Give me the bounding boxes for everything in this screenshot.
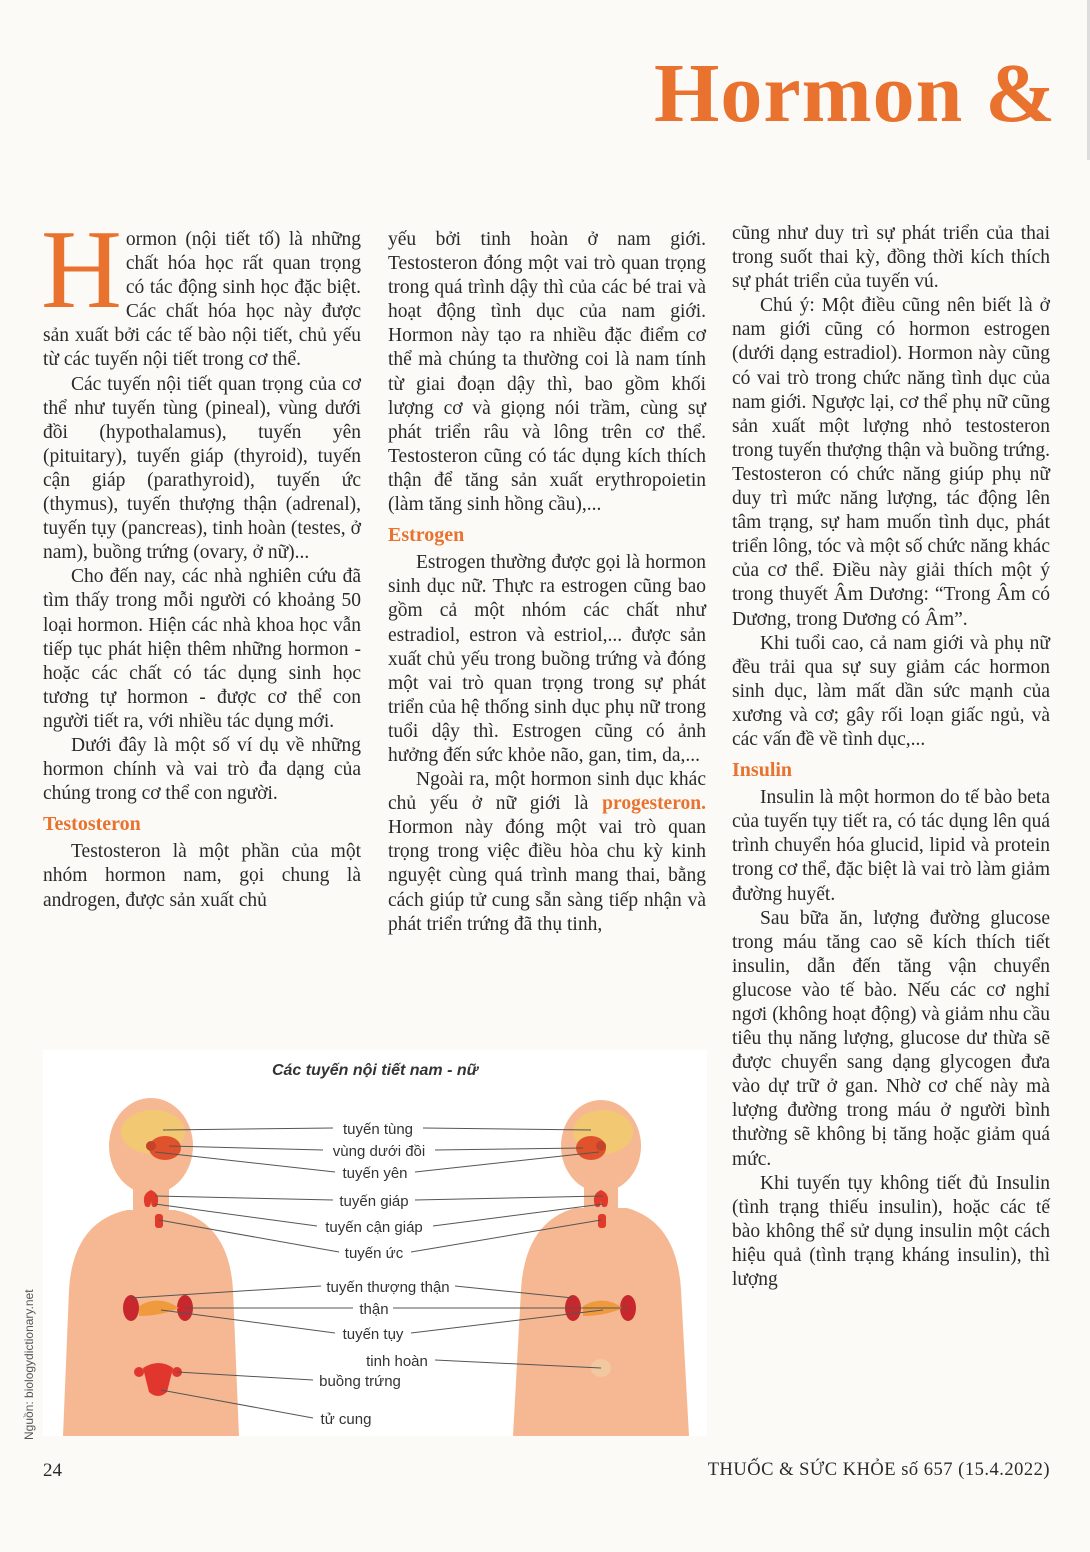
section-heading-insulin: Insulin — [732, 759, 793, 782]
paragraph: Chú ý: Một điều cũng nên biết là ở nam giới cũng có hormon estrogen (dưới dạng estradiol). Hormon này cũng có vai trò trong chức năng tình dục của nam giới. Ngược lại, cơ thể phụ nữ cũng sản xuất một lượng nhỏ testosteron trong tuyến thượng thận và buồng trứng. Testosteron có chức năng giúp phụ nữ duy trì mức năng lượng, tác động lên tâm trạng, sự ham muốn tình dục, phát triển lông, tóc và một số chức năng khác của cơ thể. Điều này giải thích một ý trong thuyết Âm Dương: “Trong Âm có Dương, trong Dương có Âm”. — [732, 295, 1050, 630]
paragraph: cũng như duy trì sự phát triển của thai trong suốt thai kỳ, đồng thời kích thích sự phát triển của tuyến vú. — [732, 223, 1050, 293]
figure-label: tuyến tùng — [342, 1121, 414, 1138]
figure-label: tuyến yên — [342, 1165, 408, 1182]
figure-title: Các tuyến nội tiết nam - nữ — [271, 1062, 479, 1079]
ovary-icon — [134, 1367, 144, 1377]
figure-label: tinh hoàn — [366, 1353, 428, 1370]
body-diagram — [43, 1050, 707, 1436]
paragraph-text: Hormon này đóng một vai trò quan trọng trong việc điều hòa chu kỳ kinh nguyệt cùng quá trình mang thai, bằng cách giúp tử cung sẵn sàng tiếp nhận và phát triển trứng đã thụ tinh, — [388, 817, 706, 935]
paragraph: Khi tuyến tụy không tiết đủ Insulin (tình trạng thiếu insulin), hoặc các tế bào không thể sử dụng insulin một cách hiệu quả (tình trạng kháng insulin), thì lượng — [732, 1172, 1050, 1291]
paragraph: Dưới đây là một số ví dụ về những hormon chính và vai trò đa dạng của chúng trong cơ thể con người. — [43, 734, 361, 805]
paragraph-text: Ngoài ra, một hormon sinh dục khác chủ yếu ở nữ giới là — [388, 769, 706, 815]
figure-label: tuyến ức — [344, 1245, 404, 1262]
paragraph: Khi tuổi cao, cả nam giới và phụ nữ đều trải qua sự suy giảm các hormon sinh dục, làm mất dần sức mạnh của xương và cơ; gây rối loạn giấc ngủ, và các vấn đề về tình dục,... — [732, 632, 1050, 750]
paragraph: Sau bữa ăn, lượng đường glucose trong máu tăng cao sẽ kích thích tiết insulin, dẫn đến tăng vận chuyển glucose vào tế bào. Nếu các cơ nghỉ ngơi (không hoạt động) và giảm nhu cầu tiêu thụ năng lượng, glucose dư thừa sẽ được chuyển sang dạng glycogen đưa vào dự trữ ở gan. Nhờ cơ chế này mà lượng đường trong máu ở người bình thường sẽ không bị tăng hoặc giảm quá mức. — [732, 907, 1050, 1170]
section-heading-estrogen: Estrogen — [388, 524, 465, 547]
paragraph: Estrogen thường được gọi là hormon sinh dục nữ. Thực ra estrogen cũng bao gồm cả một nhóm các chất như estradiol, estron và estriol,... được sản xuất chủ yếu trong buồng trứng và đóng một vai trò quan trọng trong sự phát triển của hệ thống sinh dục phụ nữ trong tuổi dậy thì. Estrogen cũng có ảnh hưởng đến sức khỏe não, gan, tim, da,... — [388, 552, 706, 766]
column-1 — [41, 208, 361, 913]
paragraph — [388, 768, 706, 937]
column-3 — [732, 222, 1050, 1292]
drop-cap: H — [41, 208, 122, 332]
figure-label: tuyến giáp — [339, 1193, 409, 1210]
figure-source: Nguồn: biologydictionary.net — [22, 1289, 36, 1440]
figure-label: buồng trứng — [319, 1373, 401, 1390]
highlight-progesteron: progesteron. — [602, 793, 706, 815]
paragraph: yếu bởi tinh hoàn ở nam giới. Testosteron đóng một vai trò quan trọng trong quá trình dậy thì của các bé trai và hoạt động tình dục của nam giới. Hormon này tạo ra nhiều đặc điểm cơ thể mà chúng ta thường coi là nam tính từ giai đoạn dậy thì, bao gồm khối lượng cơ và giọng nói trầm, cùng sự phát triển râu và lông trên cơ thể. Testosteron cũng có tác dụng kích thích thận để tăng sản xuất erythropoietin (làm tăng sinh hồng cầu),... — [388, 229, 706, 516]
figure-label: thận — [359, 1301, 389, 1318]
figure-label: tuyến thượng thận — [326, 1279, 450, 1296]
paragraph: Insulin là một hormon do tế bào beta của tuyến tụy tiết ra, có tác dụng lên quá trình chuyển hóa glucid, lipid và protein trong cơ thể, đặc biệt là vai trò làm giảm đường huyết. — [732, 787, 1050, 905]
figure-label: vùng dưới đồi — [332, 1143, 426, 1160]
column-2 — [388, 228, 706, 937]
article-title: Hormon & — [654, 47, 1057, 140]
page-number: 24 — [43, 1460, 62, 1481]
thymus-icon — [598, 1214, 606, 1228]
figure-label: tuyến tụy — [342, 1326, 404, 1343]
paragraph — [41, 208, 361, 373]
endocrine-figure — [43, 1050, 707, 1436]
publication-footer: THUỐC & SỨC KHỎE số 657 (15.4.2022) — [707, 1460, 1050, 1480]
paragraph: Các tuyến nội tiết quan trọng của cơ thể như tuyến tùng (pineal), vùng dưới đồi (hypothalamus), tuyến yên (pituitary), tuyến giáp (thyroid), tuyến cận giáp (parathyroid), tuyến ức (thymus), tuyến thượng thận (adrenal), tuyến tụy (pancreas), tinh hoàn (testes, ở nam), buồng trứng (ovary, ở nữ)... — [43, 373, 361, 564]
paragraph: Testosteron là một phần của một nhóm hormon nam, gọi chung là androgen, được sản xuất chủ — [43, 841, 361, 911]
figure-label: tử cung — [320, 1411, 372, 1428]
paragraph: Cho đến nay, các nhà nghiên cứu đã tìm thấy trong mỗi người có khoảng 50 loại hormon. Hiện các nhà khoa học vẫn tiếp tục phát hiện thêm những hormon - hoặc các chất có tác dụng sinh học tương tự hormon - được cơ thể con người tiết ra, với nhiều tác dụng mới. — [43, 566, 361, 732]
paragraph-text: ormon (nội tiết tố) là những chất hóa học rất quan trọng có tác động sinh học đặc biệt. Các chất hóa học này được sản xuất bởi các tế bào nội tiết, chủ yếu từ các tuyến nội tiết trong cơ thể. — [43, 229, 361, 371]
figure-label: tuyến cận giáp — [325, 1219, 423, 1236]
section-heading-testosteron: Testosteron — [43, 813, 141, 836]
